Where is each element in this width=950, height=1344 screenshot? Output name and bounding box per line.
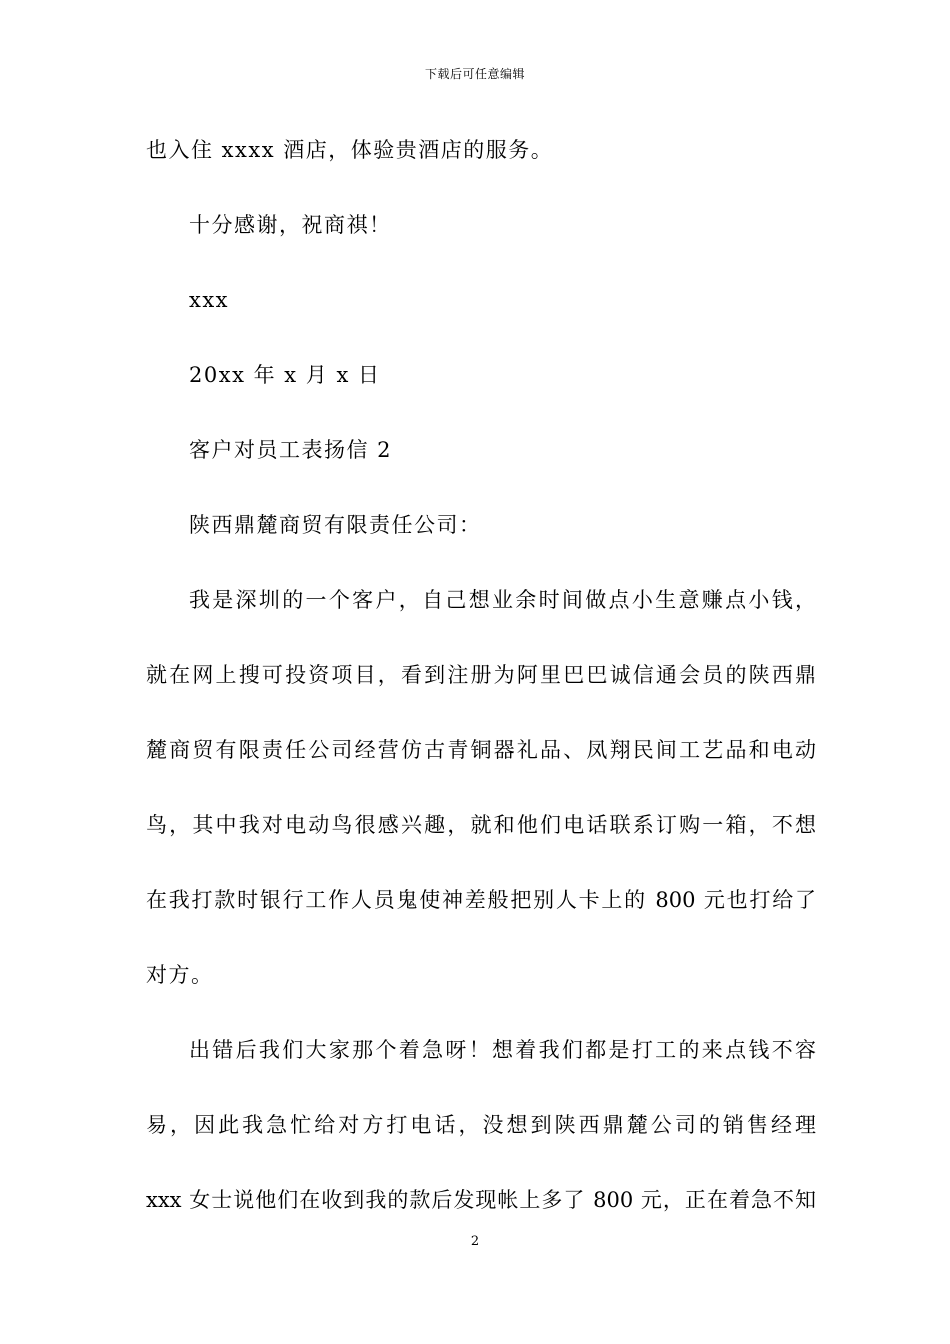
text-line: xxx 女士说他们在收到我的款后发现帐上多了 800 元，正在着急不知 xyxy=(146,1188,816,1212)
text-line: 十分感谢，祝商祺！ xyxy=(189,213,392,237)
text-line: 对方。 xyxy=(146,963,214,987)
text-line: 出错后我们大家那个着急呀！想着我们都是打工的来点钱不容 xyxy=(189,1038,816,1062)
text-line: xxx xyxy=(189,288,230,312)
page-header: 下载后可任意编辑 xyxy=(424,67,525,81)
text-line: 麓商贸有限责任公司经营仿古青铜器礼品、凤翔民间工艺品和电动 xyxy=(146,738,816,762)
text-line: 也入住 xxxx 酒店，体验贵酒店的服务。 xyxy=(146,138,554,162)
text-line: 陕西鼎麓商贸有限责任公司： xyxy=(189,513,482,537)
text-line: 20xx 年 x 月 x 日 xyxy=(189,363,381,387)
text-line: 易，因此我急忙给对方打电话，没想到陕西鼎麓公司的销售经理 xyxy=(146,1113,816,1137)
text-line: 客户对员工表扬信 2 xyxy=(189,438,393,462)
text-line: 在我打款时银行工作人员鬼使神差般把别人卡上的 800 元也打给了 xyxy=(146,888,816,912)
text-line: 鸟，其中我对电动鸟很感兴趣，就和他们电话联系订购一箱，不想 xyxy=(146,813,816,837)
text-line: 就在网上搜可投资项目，看到注册为阿里巴巴诚信通会员的陕西鼎 xyxy=(146,663,816,687)
text-line: 我是深圳的一个客户，自己想业余时间做点小生意赚点小钱， xyxy=(189,588,816,612)
page-number: 2 xyxy=(470,1234,480,1249)
